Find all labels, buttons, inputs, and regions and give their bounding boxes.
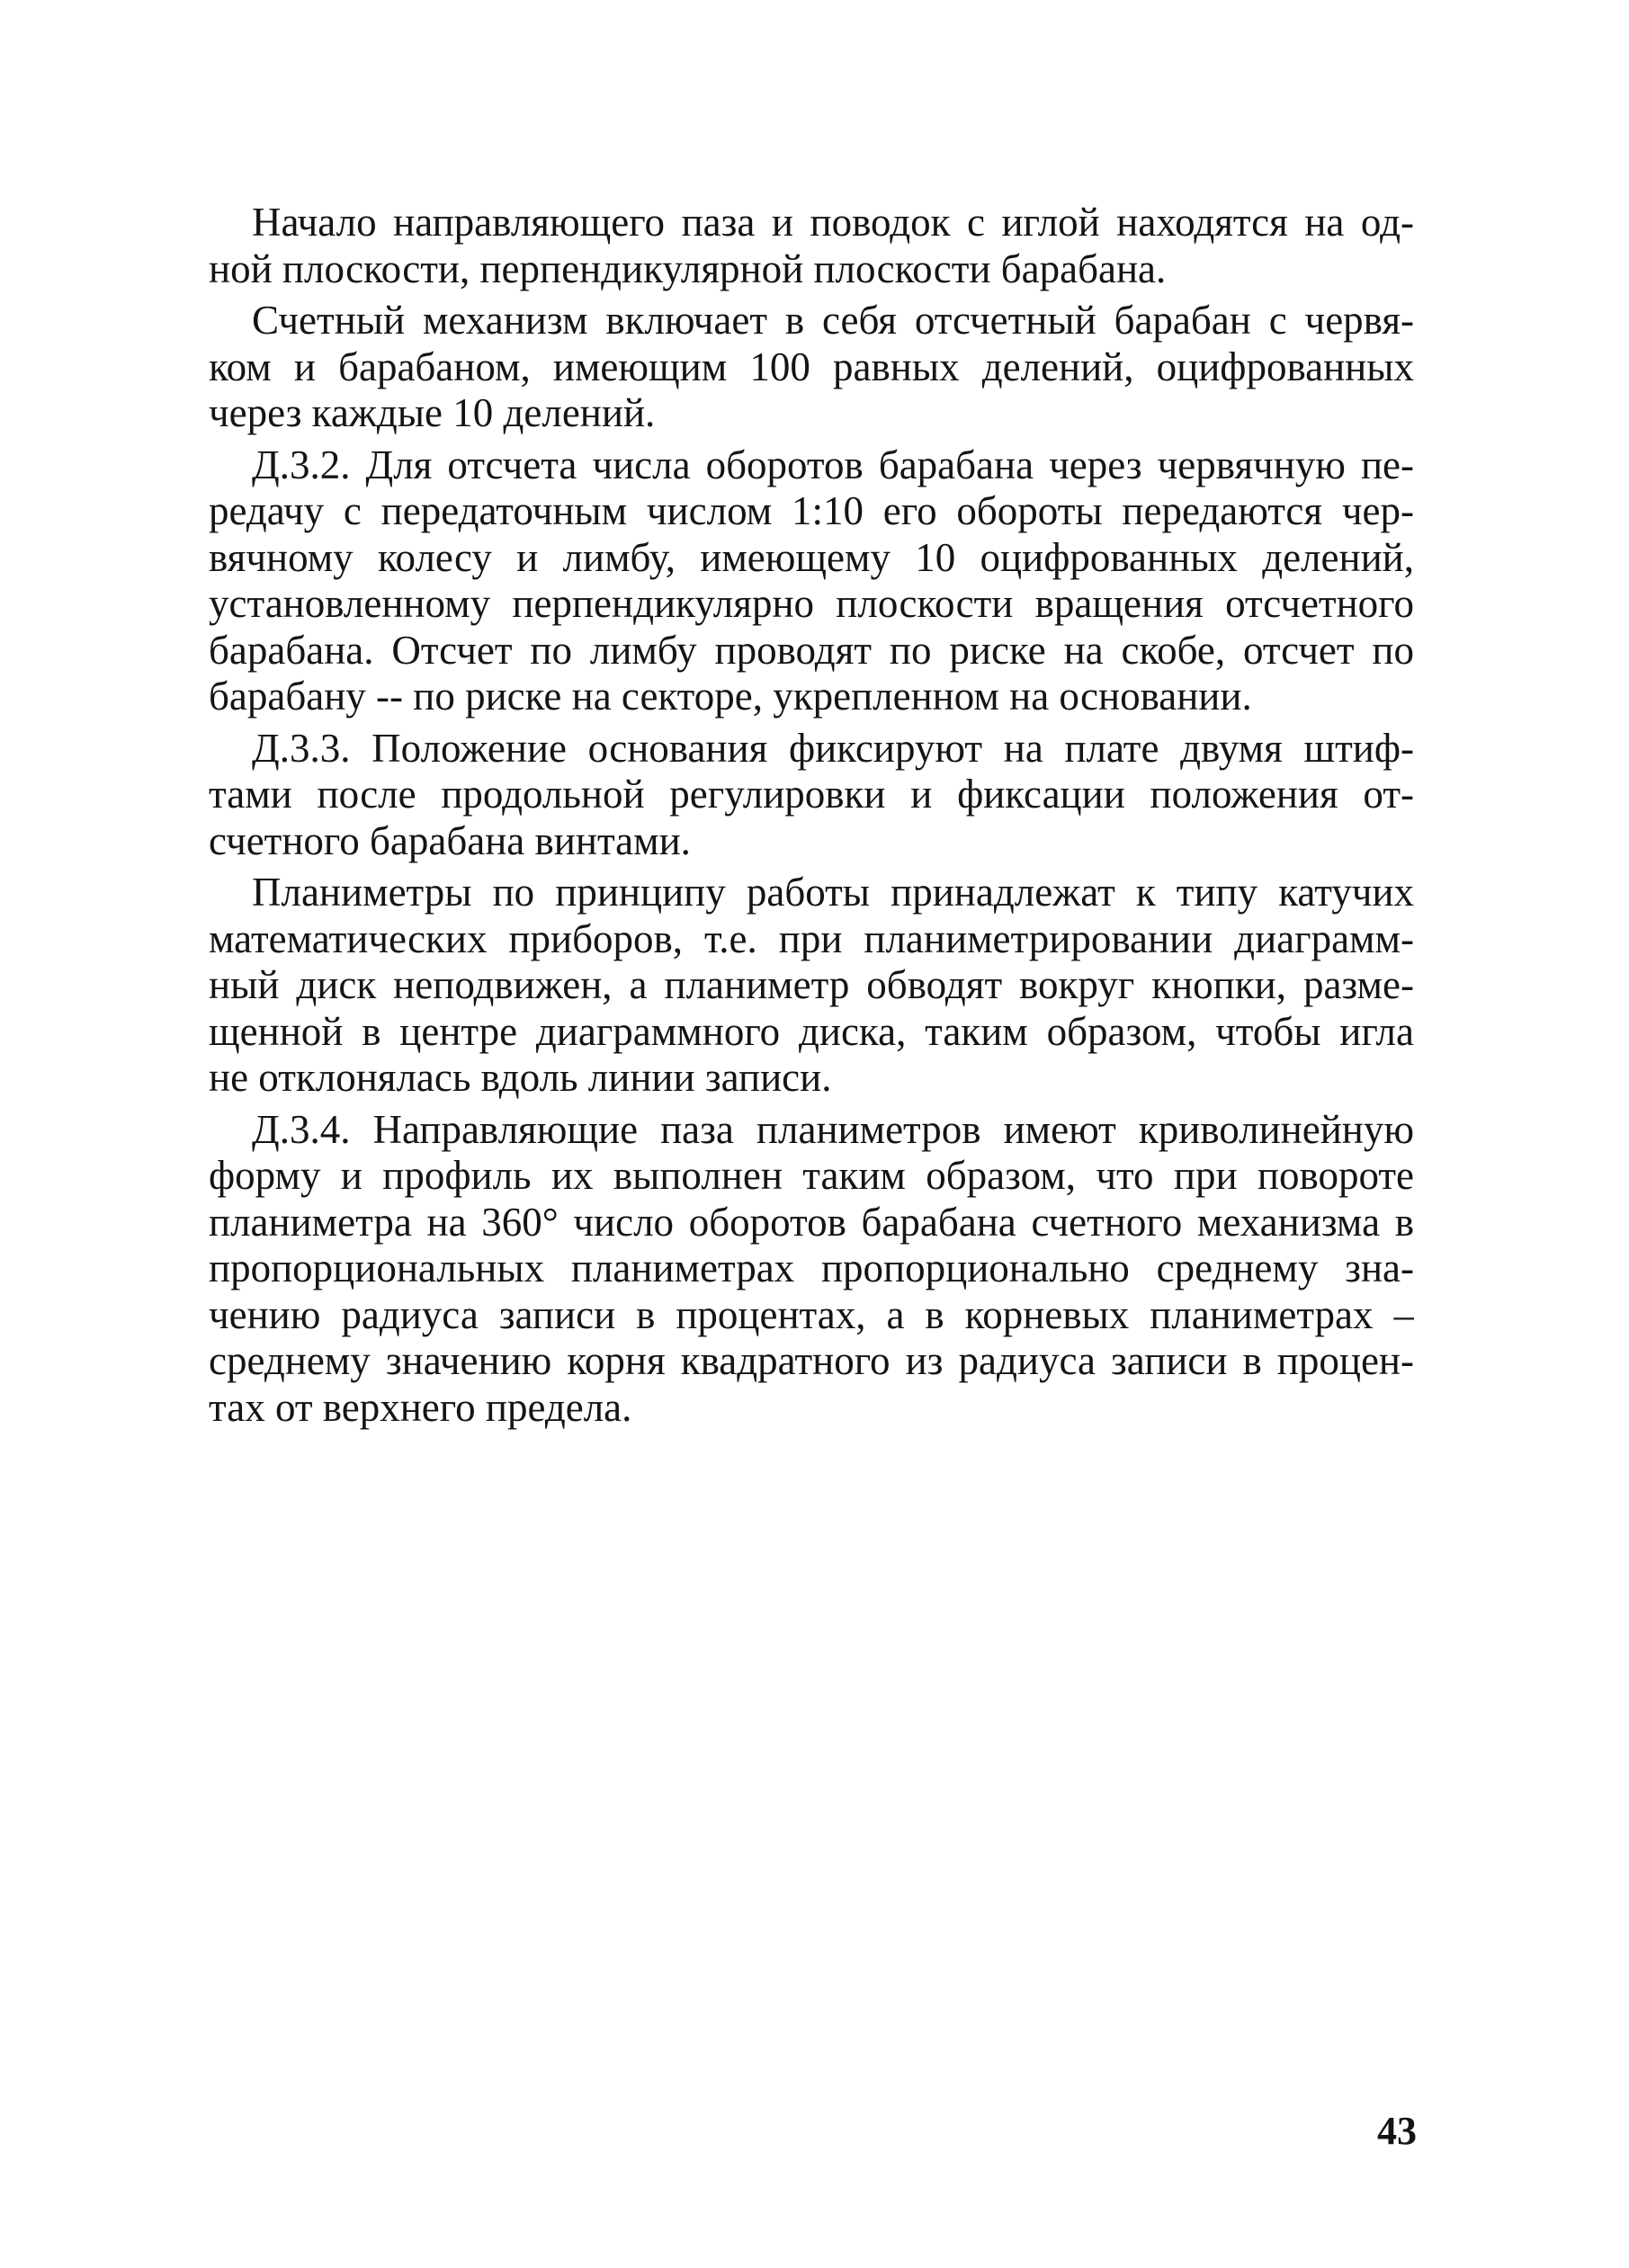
text-line: пропорциональных планиметрах пропорционально среднему зна-	[209, 1246, 1414, 1290]
body-text	[209, 200, 1414, 1431]
text-line: Д.3.4. Направляющие паза планиметров имеют криволинейную	[252, 1106, 1414, 1152]
text-line: счетного барабана винтами.	[209, 817, 691, 863]
text-line: планиметра на 360° число оборотов барабана счетного механизма в	[209, 1199, 1414, 1245]
paragraph-3	[209, 442, 1414, 720]
text-line: тами после продольной регулировки и фиксации положения от-	[209, 772, 1414, 817]
text-line: редачу с передаточным числом 1:10 его обороты передаются чер-	[209, 488, 1414, 533]
text-line: форму и профиль их выполнен таким образом, что при повороте	[209, 1153, 1414, 1198]
text-line: Счетный механизм включает в себя отсчетный барабан с червя-	[252, 298, 1414, 343]
text-line: среднему значению корня квадратного из радиуса записи в процен-	[209, 1338, 1414, 1383]
text-line: Начало направляющего паза и поводок с иглой находятся на од-	[252, 200, 1414, 245]
text-line: тах от верхнего предела.	[209, 1384, 632, 1430]
text-line: барабану -- по риске на секторе, укрепленном на основании.	[209, 674, 1252, 719]
paragraph-2	[209, 298, 1414, 437]
paragraph-1	[209, 200, 1414, 292]
text-line: вячному колесу и лимбу, имеющему 10 оцифрованных делений,	[209, 534, 1414, 580]
text-line: ный диск неподвижен, а планиметр обводят вокруг кнопки, разме-	[209, 962, 1414, 1007]
text-line: Д.3.3. Положение основания фиксируют на плате двумя штиф-	[252, 725, 1414, 771]
text-line: щенной в центре диаграммного диска, таким образом, чтобы игла	[209, 1008, 1414, 1054]
text-line: Д.3.2. Для отсчета числа оборотов барабана через червячную пе-	[252, 442, 1414, 487]
paragraph-4	[209, 726, 1414, 865]
paragraph-6	[209, 1107, 1414, 1432]
text-line: Планиметры по принципу работы принадлежат к типу катучих	[252, 870, 1414, 915]
text-line: ной плоскости, перпендикулярной плоскости барабана.	[209, 246, 1167, 291]
text-line: установленному перпендикулярно плоскости вращения отсчетного	[209, 581, 1414, 626]
text-line: математических приборов, т.е. при планиметрировании диаграмм-	[209, 915, 1414, 961]
page-number: 43	[1377, 2109, 1417, 2153]
text-line: не отклонялась вдоль линии записи.	[209, 1055, 832, 1100]
text-line: чению радиуса записи в процентах, а в корневых планиметрах –	[209, 1291, 1414, 1337]
text-line: барабана. Отсчет по лимбу проводят по риске на скобе, отсчет по	[209, 627, 1414, 673]
text-line: через каждые 10 делений.	[209, 390, 656, 435]
text-line: ком и барабаном, имеющим 100 равных делений, оцифрованных	[209, 344, 1414, 389]
paragraph-5	[209, 870, 1414, 1102]
